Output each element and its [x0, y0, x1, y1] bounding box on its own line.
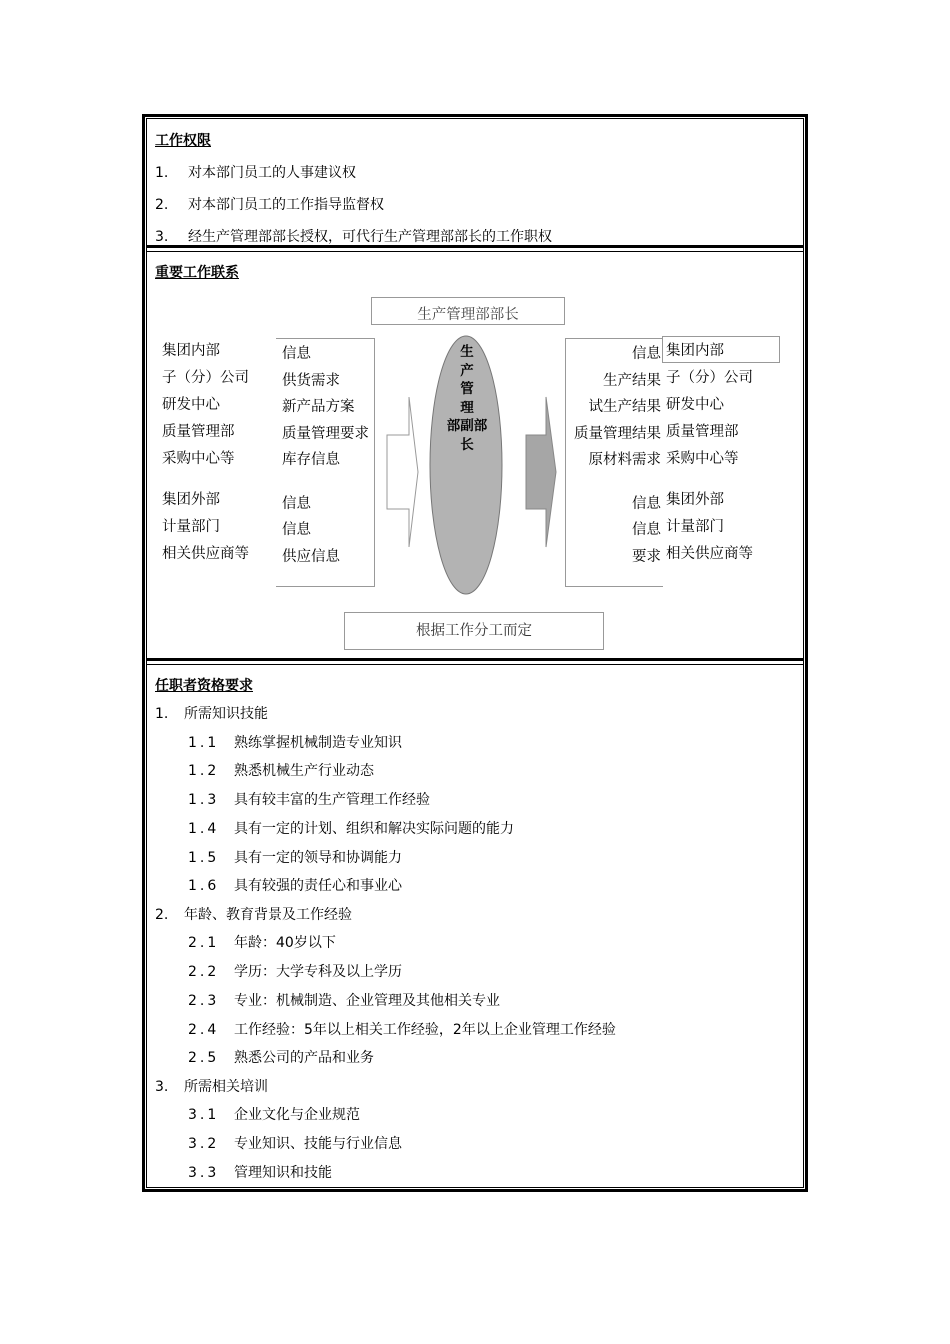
- section-divider: [146, 658, 804, 661]
- flow-label: 库存信息: [282, 452, 340, 468]
- position-label-line: 部副部: [446, 418, 488, 434]
- qualification-item: [188, 1162, 332, 1182]
- authority-item: [155, 162, 356, 182]
- item-text: 管理知识和技能: [234, 1165, 332, 1181]
- qualification-item: [188, 847, 402, 867]
- qualification-section: [155, 904, 352, 924]
- position-label-line: 理: [460, 399, 474, 416]
- party-label: 采购中心等: [162, 451, 235, 467]
- flow-label: 质量管理要求: [282, 425, 369, 442]
- flow-label: 要求: [632, 549, 661, 565]
- item-text: 具有较强的责任心和事业心: [234, 878, 402, 894]
- item-number: 1.1: [188, 735, 220, 751]
- flow-label: 信息: [632, 346, 661, 362]
- party-label: 计量部门: [162, 519, 220, 535]
- left-parties-internal: [162, 338, 249, 473]
- qualification-section: [155, 703, 268, 723]
- item-text: 具有一定的计划、组织和解决实际问题的能力: [234, 821, 514, 837]
- party-label: 集团内部: [162, 343, 220, 359]
- flow-label: 新产品方案: [282, 399, 355, 415]
- position-label: [433, 343, 501, 454]
- party-label: 采购中心等: [666, 451, 739, 467]
- party-label: 相关供应商等: [162, 546, 249, 562]
- position-label-line: 产: [460, 362, 474, 379]
- authority-title: 工作权限: [155, 133, 211, 149]
- flow-label: 信息: [282, 521, 311, 538]
- item-text: 年龄：40岁以下: [234, 935, 336, 951]
- item-text: 年龄、教育背景及工作经验: [184, 907, 352, 923]
- party-label: 集团外部: [666, 492, 724, 508]
- item-text: 具有一定的领导和协调能力: [234, 850, 402, 866]
- party-label: 集团外部: [162, 492, 220, 508]
- section-divider: [146, 664, 804, 665]
- item-number: 2.4: [188, 1022, 220, 1038]
- party-label: 研发中心: [666, 397, 724, 413]
- party-label: 子（分）公司: [666, 370, 753, 386]
- qualification-item: [188, 1104, 360, 1124]
- item-text: 熟练掌握机械制造专业知识: [234, 735, 402, 751]
- qualifications-title: 任职者资格要求: [155, 678, 253, 694]
- qualification-section: [155, 1076, 268, 1096]
- party-label: 研发中心: [162, 397, 220, 413]
- qualification-item: [188, 789, 430, 809]
- party-label: 子（分）公司: [162, 370, 249, 386]
- item-text: 所需知识技能: [184, 706, 268, 722]
- item-number: 1.3: [188, 792, 220, 808]
- item-number: 1.: [155, 706, 169, 722]
- right-parties-external: [666, 487, 753, 568]
- item-text: 熟悉公司的产品和业务: [234, 1050, 374, 1066]
- party-label: 集团内部: [666, 343, 724, 359]
- flow-label: 信息: [632, 496, 661, 512]
- party-label: 质量管理部: [666, 424, 739, 440]
- authority-item: [155, 194, 384, 214]
- position-label-line: 管: [460, 381, 474, 397]
- qualification-item: [188, 1047, 374, 1067]
- item-number: 3.: [155, 229, 169, 245]
- party-label: 质量管理部: [162, 424, 235, 440]
- flow-label: 信息: [282, 496, 311, 512]
- left-inputs-external: [282, 492, 340, 571]
- item-text: 工作经验：5年以上相关工作经验，2年以上企业管理工作经验: [234, 1022, 616, 1038]
- item-number: 2.: [155, 907, 169, 923]
- item-text: 专业：机械制造、企业管理及其他相关专业: [234, 993, 500, 1009]
- left-parties-external: [162, 487, 249, 568]
- item-number: 1.5: [188, 850, 220, 866]
- left-inputs-internal: [282, 341, 369, 474]
- item-number: 2.5: [188, 1050, 220, 1066]
- flow-label: 原材料需求: [588, 452, 661, 468]
- flow-label: 供货需求: [282, 372, 340, 389]
- position-label-line: 长: [460, 436, 474, 453]
- qualification-item: [188, 818, 514, 838]
- party-label: 相关供应商等: [666, 546, 753, 562]
- item-number: 1.2: [188, 763, 220, 779]
- item-number: 1.: [155, 165, 169, 181]
- flow-label: 生产结果: [603, 372, 661, 389]
- item-number: 3.: [155, 1079, 169, 1095]
- item-number: 2.2: [188, 964, 220, 980]
- qualification-item: [188, 990, 500, 1010]
- item-text: 具有较丰富的生产管理工作经验: [234, 792, 430, 808]
- item-text: 经生产管理部部长授权，可代行生产管理部部长的工作职权: [188, 229, 552, 245]
- item-number: 2.: [155, 197, 169, 213]
- item-number: 3.3: [188, 1165, 220, 1181]
- assignment-box: 根据工作分工而定: [344, 612, 604, 650]
- item-number: 2.3: [188, 993, 220, 1009]
- flow-label: 试生产结果: [588, 399, 661, 415]
- item-text: 对本部门员工的工作指导监督权: [188, 197, 384, 213]
- authority-item: [155, 226, 552, 246]
- right-parties-internal: [666, 338, 753, 473]
- qualification-item: [188, 961, 402, 981]
- item-number: 2.1: [188, 935, 220, 951]
- item-text: 熟悉机械生产行业动态: [234, 763, 374, 779]
- right-outputs-external: [600, 492, 661, 571]
- item-text: 学历：大学专科及以上学历: [234, 964, 402, 980]
- qualification-item: [188, 732, 402, 752]
- party-label: 计量部门: [666, 519, 724, 535]
- qualification-item: [188, 875, 402, 895]
- superior-box: 生产管理部部长: [371, 297, 565, 325]
- qualification-item: [188, 1133, 402, 1153]
- right-outputs-internal: [540, 341, 661, 474]
- item-number: 3.1: [188, 1107, 220, 1123]
- item-text: 企业文化与企业规范: [234, 1107, 360, 1123]
- qualification-item: [188, 760, 374, 780]
- item-text: 专业知识、技能与行业信息: [234, 1136, 402, 1152]
- position-label-line: 生: [460, 344, 474, 360]
- flow-label: 信息: [632, 521, 661, 538]
- flow-label: 供应信息: [282, 549, 340, 565]
- relations-title: 重要工作联系: [155, 265, 239, 281]
- item-text: 对本部门员工的人事建议权: [188, 165, 356, 181]
- flow-label: 质量管理结果: [574, 425, 661, 442]
- left-arrow-icon: [385, 395, 420, 550]
- item-number: 3.2: [188, 1136, 220, 1152]
- qualification-item: [188, 932, 336, 952]
- item-text: 所需相关培训: [184, 1079, 268, 1095]
- section-divider: [146, 251, 804, 252]
- item-number: 1.4: [188, 821, 220, 837]
- flow-label: 信息: [282, 346, 311, 362]
- qualification-item: [188, 1019, 616, 1039]
- item-number: 1.6: [188, 878, 220, 894]
